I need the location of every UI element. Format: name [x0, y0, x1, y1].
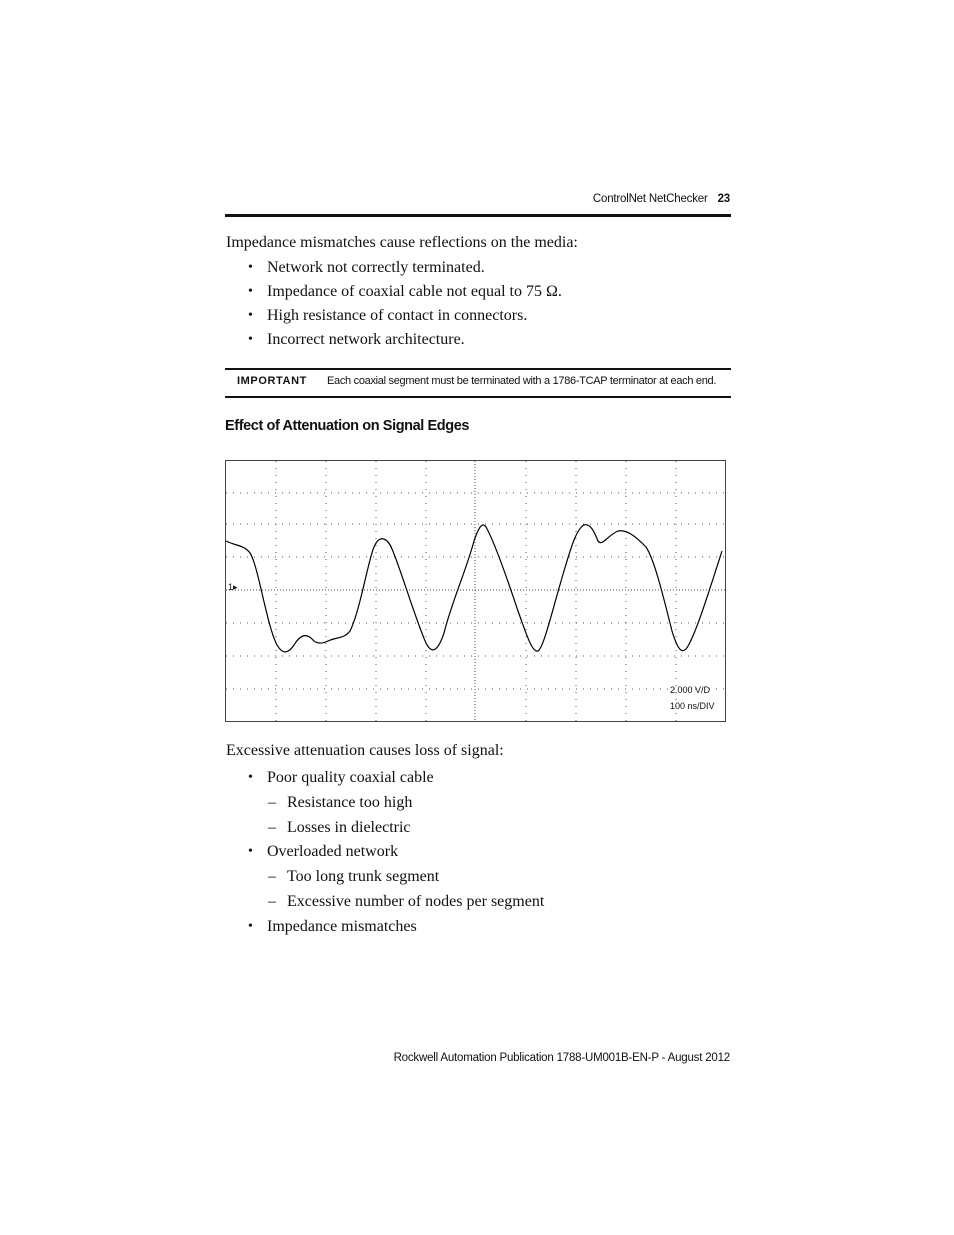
oscilloscope-figure: [225, 460, 726, 722]
important-note: [225, 368, 731, 398]
scope-center-axes: [226, 461, 725, 721]
attenuation-list: [248, 766, 544, 940]
list-item: • Network not correctly terminated.: [248, 256, 562, 280]
sub-list-item: – Too long trunk segment: [248, 865, 544, 890]
intro-list: [248, 256, 562, 352]
sub-list-item: – Resistance too high: [248, 791, 544, 816]
intro-lead: Impedance mismatches cause reflections on the media:: [226, 234, 578, 251]
attenuation-lead: Excessive attenuation causes loss of signal:: [226, 742, 504, 759]
important-text: Each coaxial segment must be terminated with a 1786-TCAP terminator at each end.: [327, 375, 717, 387]
time-per-division-label: 100 ns/DIV: [670, 701, 715, 711]
list-item: • High resistance of contact in connectors.: [248, 304, 562, 328]
sub-list-item: – Losses in dielectric: [248, 816, 544, 841]
signal-trace: [226, 525, 722, 652]
list-item: • Incorrect network architecture.: [248, 328, 562, 352]
running-header: [593, 193, 730, 205]
page-number: 23: [717, 193, 730, 205]
page-footer: Rockwell Automation Publication 1788-UM001B-EN-P - August 2012: [393, 1052, 730, 1064]
volts-per-division-label: 2.000 V/D: [670, 685, 711, 695]
section-heading: Effect of Attenuation on Signal Edges: [225, 418, 470, 434]
sub-list-item: – Excessive number of nodes per segment: [248, 890, 544, 915]
list-item: • Overloaded network: [248, 840, 544, 865]
list-item: • Impedance of coaxial cable not equal to 75 Ω.: [248, 280, 562, 304]
header-title: ControlNet NetChecker: [592, 193, 708, 205]
oscilloscope-trace-graphic: [226, 461, 725, 721]
header-rule: [225, 214, 731, 217]
channel-marker-label: 1: [228, 582, 234, 592]
channel-marker: 1▸: [228, 582, 238, 592]
list-item: • Poor quality coaxial cable: [248, 766, 544, 791]
important-label: IMPORTANT: [237, 375, 307, 387]
list-item: • Impedance mismatches: [248, 915, 544, 940]
